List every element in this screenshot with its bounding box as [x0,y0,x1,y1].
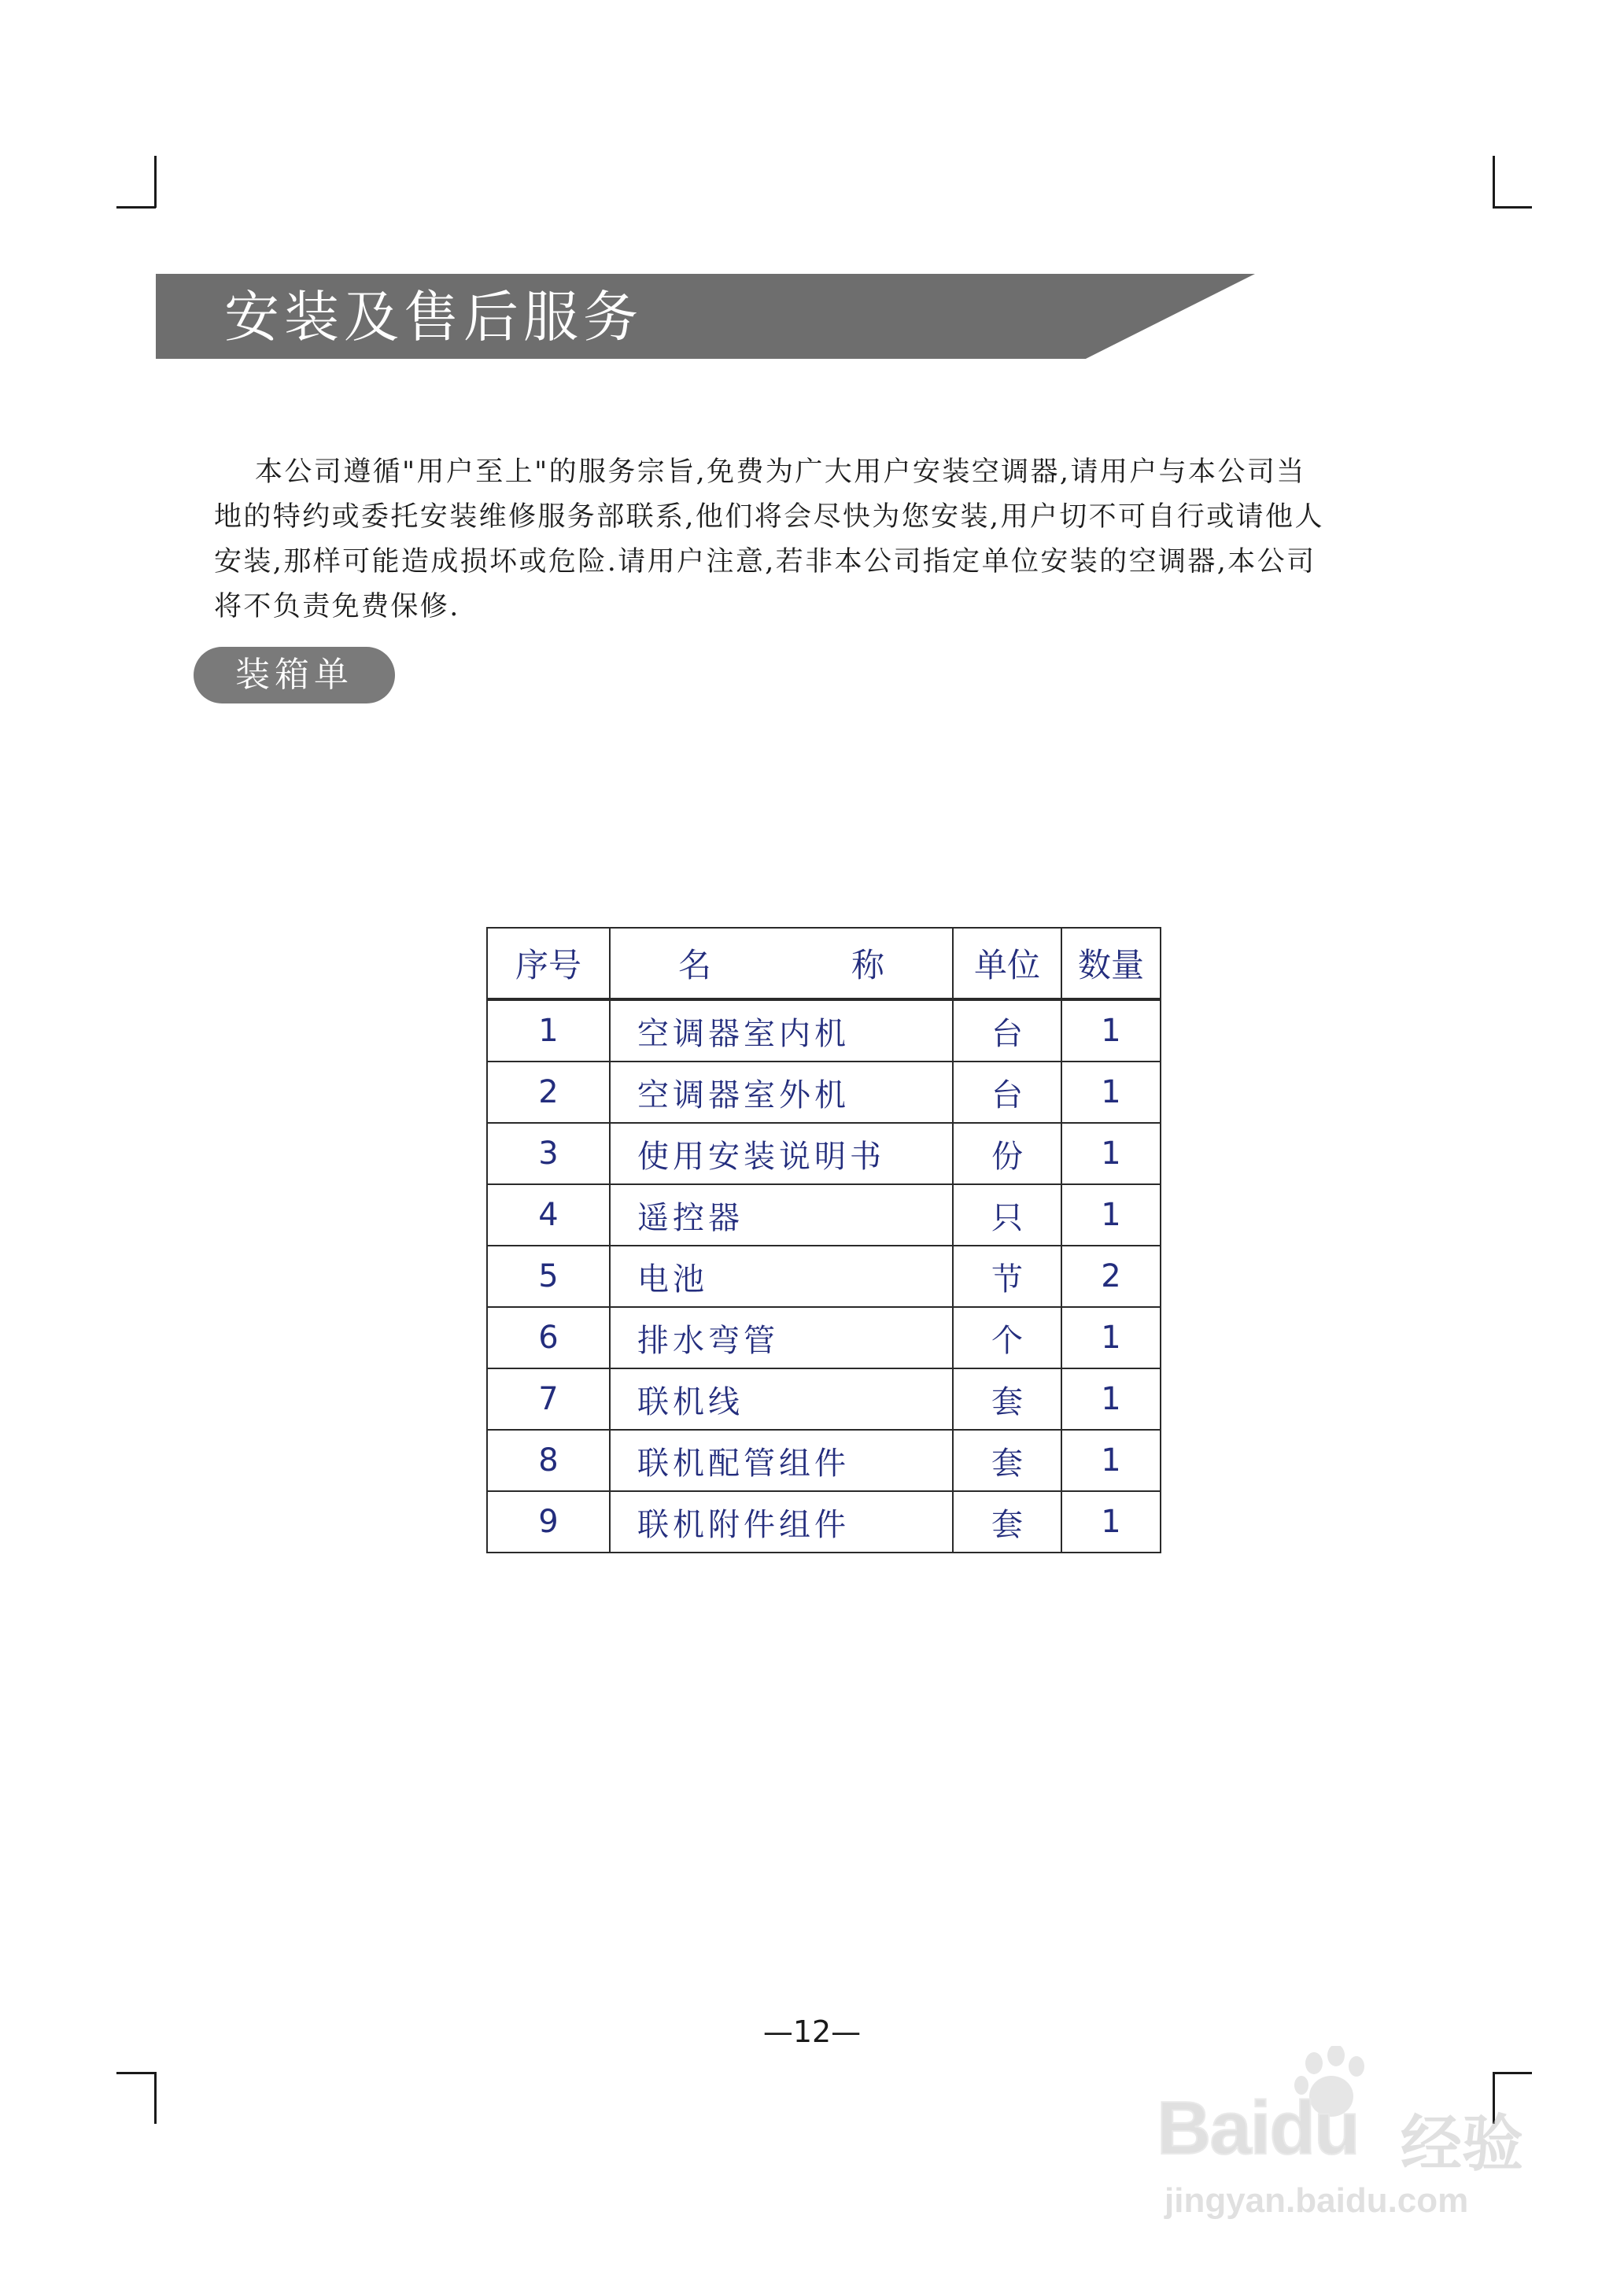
row-name: 联机附件组件 [610,1491,953,1553]
table-row [487,1184,1161,1246]
row-unit: 节 [953,1246,1061,1307]
row-unit: 只 [953,1184,1061,1246]
row-quantity: 1 [1061,1123,1161,1184]
intro-paragraph [214,450,1394,630]
row-name: 空调器室内机 [610,999,953,1062]
row-unit: 个 [953,1307,1061,1368]
row-index: 2 [487,1062,610,1123]
row-unit: 套 [953,1430,1061,1491]
section-title: 安装及售后服务 [224,285,643,349]
page-number: —12— [762,2014,862,2049]
row-index: 9 [487,1491,610,1553]
header-quantity: 数量 [1061,928,1161,999]
row-name: 排水弯管 [610,1307,953,1368]
table-header-row [487,928,1161,999]
row-name: 使用安装说明书 [610,1123,953,1184]
table-row [487,1123,1161,1184]
row-index: 3 [487,1123,610,1184]
intro-line: 安装,那样可能造成损坏或危险.请用户注意,若非本公司指定单位安装的空调器,本公司 [214,546,1316,578]
watermark-brand: Baidu [1157,2086,1359,2170]
baidu-jingyan-watermark [1157,2046,1534,2227]
row-index: 1 [487,999,610,1062]
table-row [487,999,1161,1062]
crop-mark-bottom-left-horizontal [116,2072,156,2074]
row-index: 5 [487,1246,610,1307]
row-quantity: 1 [1061,1491,1161,1553]
intro-line: 将不负责免费保修. [214,591,460,622]
row-name: 联机线 [610,1368,953,1430]
crop-mark-top-right-horizontal [1493,206,1532,209]
table-row [487,1062,1161,1123]
watermark-brand-cn: 经验 [1401,2109,1524,2180]
header-index: 序号 [487,928,610,999]
row-quantity: 1 [1061,1062,1161,1123]
header-name [610,928,953,999]
header-name-right: 称 [851,946,885,984]
packing-list-table [486,927,1161,1553]
row-index: 4 [487,1184,610,1246]
crop-mark-top-left-vertical [154,156,157,208]
row-unit: 台 [953,1062,1061,1123]
row-quantity: 1 [1061,1307,1161,1368]
row-index: 6 [487,1307,610,1368]
table-row [487,1246,1161,1307]
row-quantity: 1 [1061,999,1161,1062]
row-index: 8 [487,1430,610,1491]
crop-mark-bottom-left-vertical [154,2072,157,2124]
row-name: 空调器室外机 [610,1062,953,1123]
row-unit: 套 [953,1368,1061,1430]
header-unit: 单位 [953,928,1061,999]
packing-list-label: 装箱单 [194,647,395,703]
row-quantity: 2 [1061,1246,1161,1307]
row-quantity: 1 [1061,1430,1161,1491]
table-row [487,1430,1161,1491]
row-unit: 套 [953,1491,1061,1553]
row-index: 7 [487,1368,610,1430]
row-name: 联机配管组件 [610,1430,953,1491]
table-row [487,1368,1161,1430]
crop-mark-top-left-horizontal [116,206,156,209]
row-quantity: 1 [1061,1368,1161,1430]
row-name: 遥控器 [610,1184,953,1246]
row-quantity: 1 [1061,1184,1161,1246]
intro-line: 地的特约或委托安装维修服务部联系,他们将会尽快为您安装,用户切不可自行或请他人 [214,501,1324,533]
crop-mark-top-right-vertical [1493,156,1495,208]
header-name-left: 名 [677,946,711,984]
row-name: 电池 [610,1246,953,1307]
table-row [487,1491,1161,1553]
row-unit: 份 [953,1123,1061,1184]
watermark-url: jingyan.baidu.com [1164,2181,1469,2220]
table-row [487,1307,1161,1368]
row-unit: 台 [953,999,1061,1062]
intro-line: 本公司遵循"用户至上"的服务宗旨,免费为广大用户安装空调器,请用户与本公司当 [255,456,1306,488]
